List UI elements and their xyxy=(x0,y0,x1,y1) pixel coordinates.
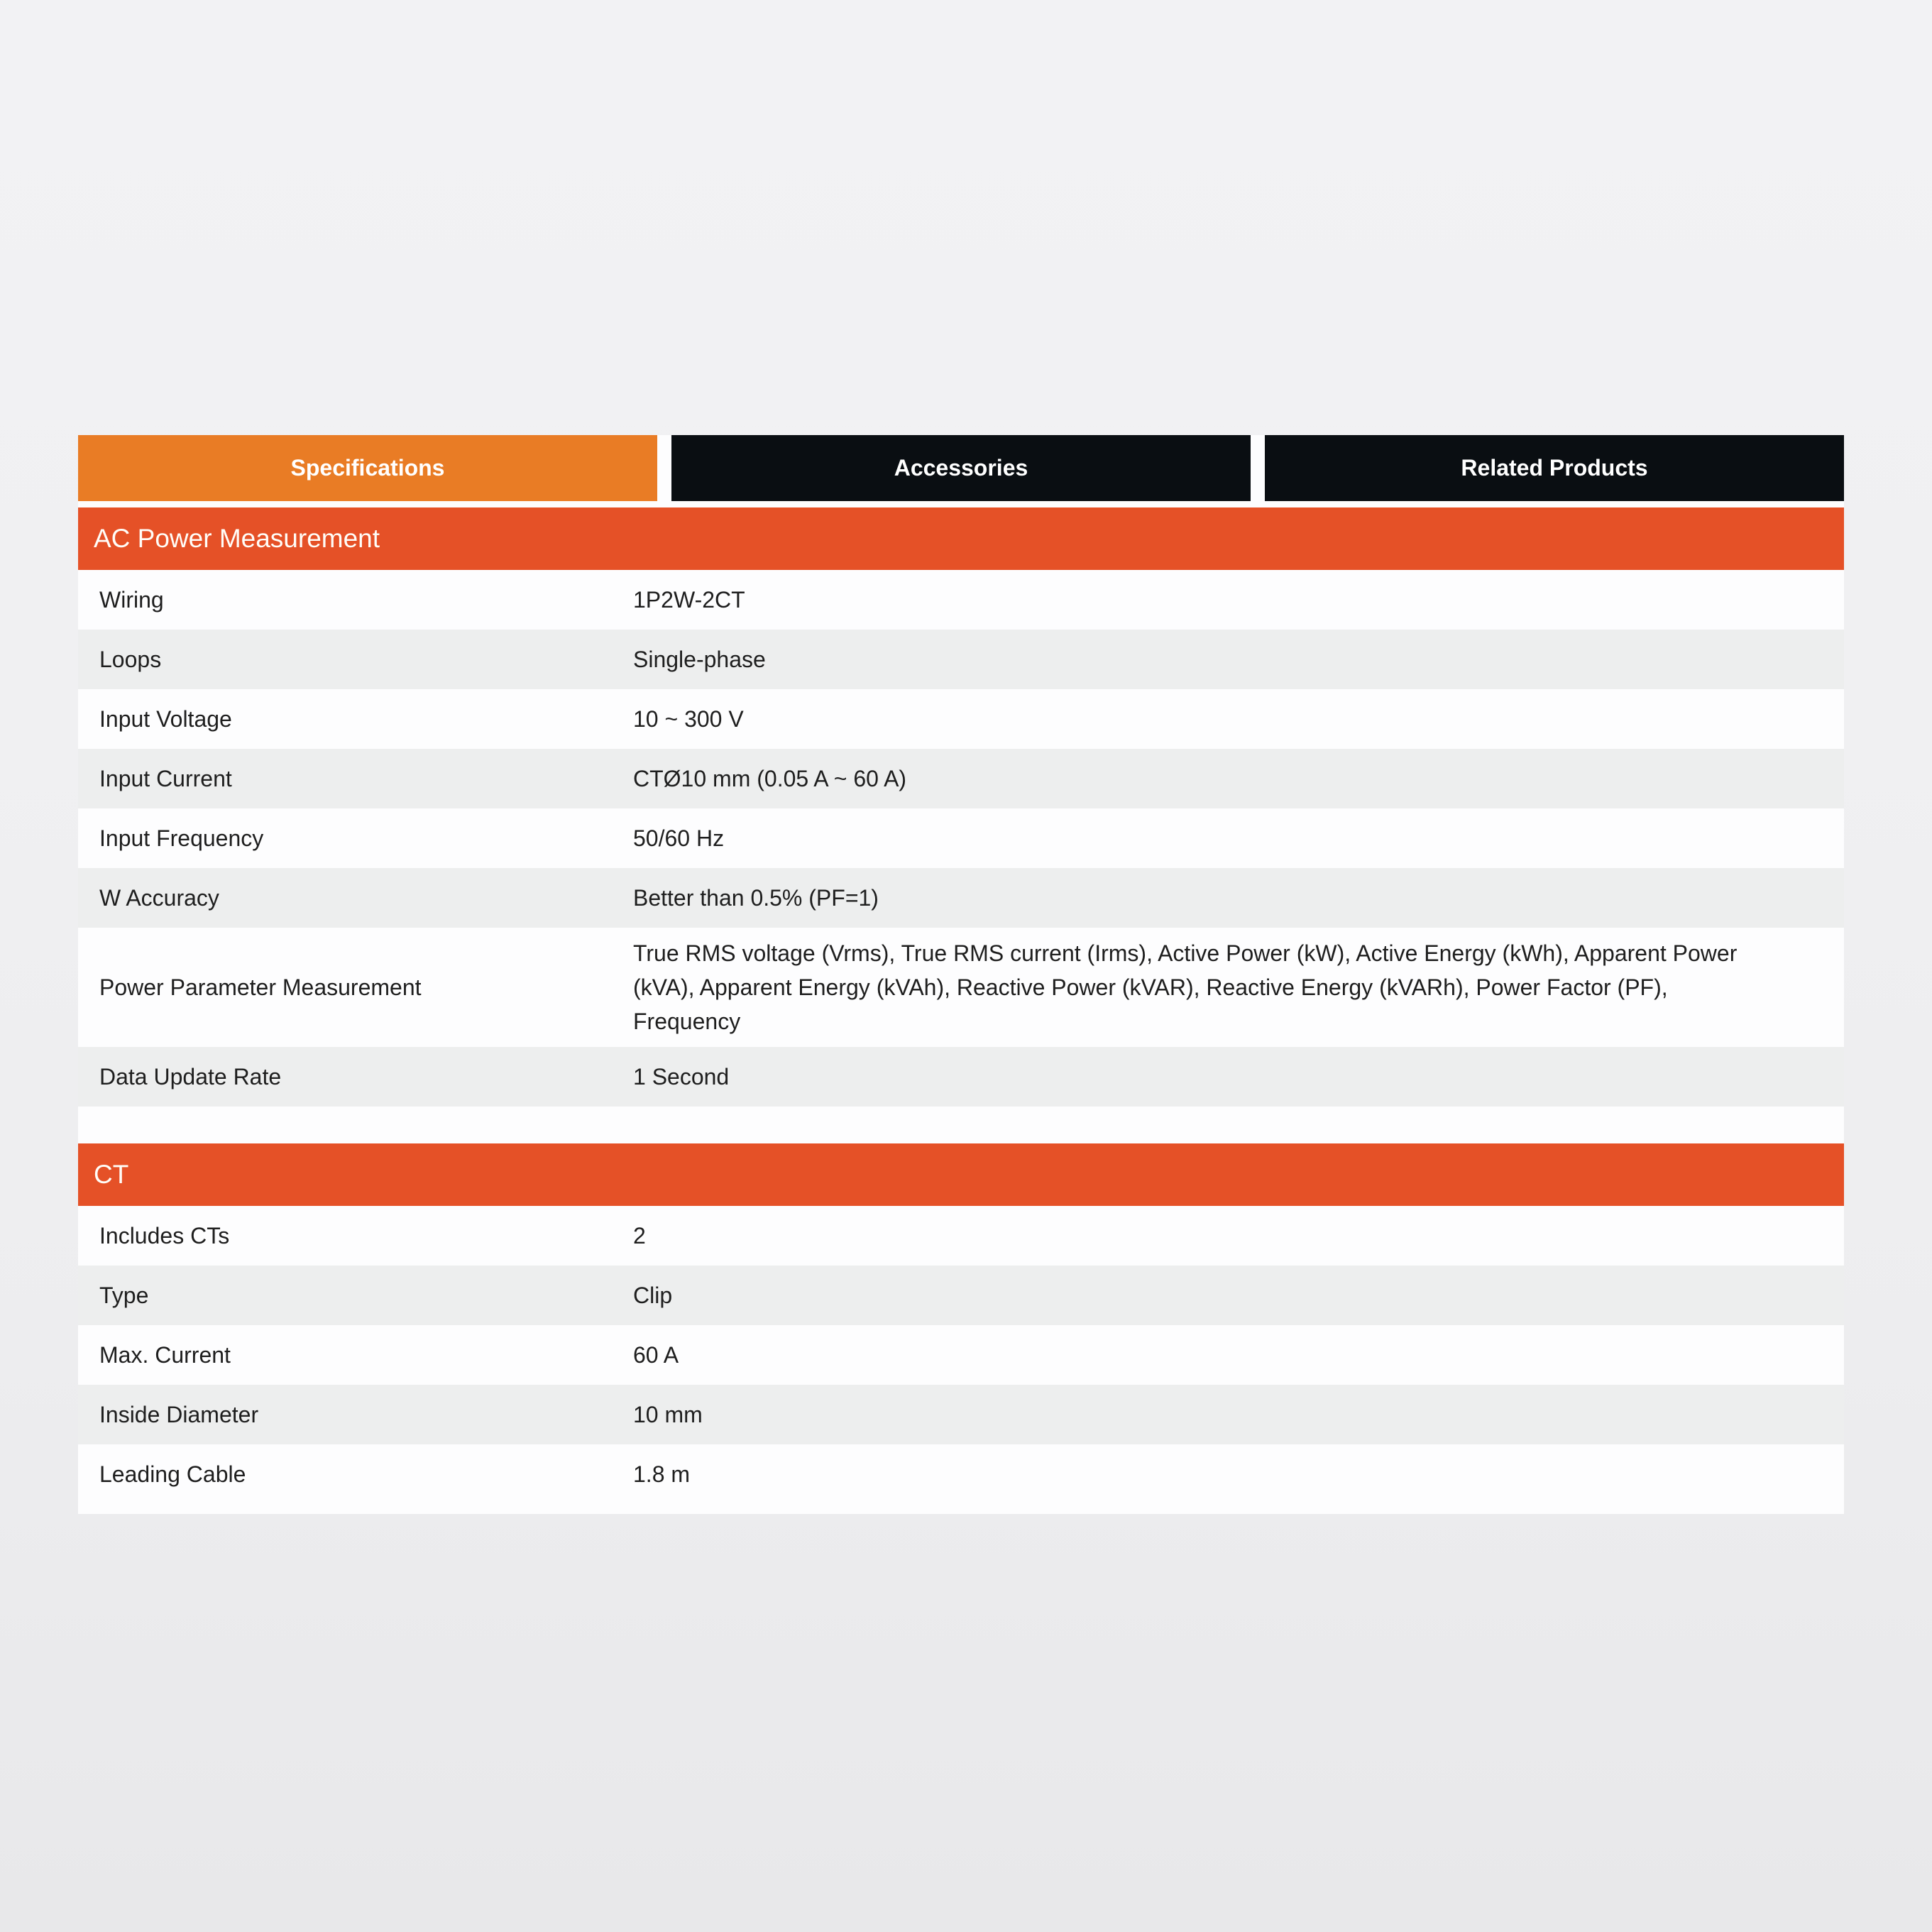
spec-label: Wiring xyxy=(99,586,164,613)
spec-label: Loops xyxy=(99,646,162,672)
spec-value: 10 mm xyxy=(633,1402,703,1427)
table-row xyxy=(78,1266,1844,1325)
spec-value: 1.8 m xyxy=(633,1461,691,1487)
table-row xyxy=(78,928,1844,1047)
spec-value: 10 ~ 300 V xyxy=(633,706,744,732)
section-title: AC Power Measurement xyxy=(94,524,380,553)
spec-value: Single-phase xyxy=(633,647,766,672)
spec-value: 1 Second xyxy=(633,1064,730,1090)
tab-related-products[interactable] xyxy=(1265,435,1844,501)
spec-value: Better than 0.5% (PF=1) xyxy=(633,885,879,911)
spec-label: Input Frequency xyxy=(99,825,264,851)
tab-specifications[interactable] xyxy=(78,435,657,501)
spec-value: 1P2W-2CT xyxy=(633,587,745,613)
spec-label: W Accuracy xyxy=(99,884,219,911)
table-row xyxy=(78,1444,1844,1504)
table-row xyxy=(78,570,1844,630)
table-row xyxy=(78,1385,1844,1444)
spec-label: Includes CTs xyxy=(99,1222,230,1248)
spec-label: Input Current xyxy=(99,765,232,791)
spec-section-ct xyxy=(78,1143,1844,1504)
tab-bar xyxy=(78,435,1844,501)
spec-label: Data Update Rate xyxy=(99,1063,282,1090)
content-panel xyxy=(78,435,1844,1514)
spec-table-ct xyxy=(78,1206,1844,1504)
spec-table-ac-power xyxy=(78,570,1844,1107)
spec-value: 60 A xyxy=(633,1342,679,1368)
section-header-ct xyxy=(78,1143,1844,1206)
spec-section-ac-power xyxy=(78,507,1844,1107)
spec-label: Max. Current xyxy=(99,1341,231,1368)
tab-specifications-label: Specifications xyxy=(290,455,445,481)
spec-label: Inside Diameter xyxy=(99,1401,259,1427)
section-header-ac-power xyxy=(78,507,1844,570)
spec-value: 50/60 Hz xyxy=(633,825,725,851)
spec-value: CTØ10 mm (0.05 A ~ 60 A) xyxy=(633,766,907,791)
table-row xyxy=(78,868,1844,928)
table-row xyxy=(78,1047,1844,1107)
spec-label: Input Voltage xyxy=(99,706,232,732)
tab-related-products-label: Related Products xyxy=(1461,455,1648,481)
spec-label: Type xyxy=(99,1282,149,1308)
table-row xyxy=(78,1206,1844,1266)
table-row xyxy=(78,749,1844,808)
spec-label: Power Parameter Measurement xyxy=(99,974,422,1000)
tab-accessories-label: Accessories xyxy=(894,455,1028,481)
spec-value: Clip xyxy=(633,1283,673,1308)
table-row xyxy=(78,689,1844,749)
table-row xyxy=(78,808,1844,868)
table-row xyxy=(78,1325,1844,1385)
spec-value: True RMS voltage (Vrms), True RMS current (Irms), Active Power (kW), Active Energy (kWh), Apparent Power (kVA), Apparent Energy (kVAh), Reactive Power (kVAR), Reactive Energy (kVARh), Power Factor (PF), Frequency xyxy=(633,940,1738,1034)
table-row xyxy=(78,630,1844,689)
section-title: CT xyxy=(94,1160,129,1189)
tab-accessories[interactable] xyxy=(671,435,1251,501)
spec-label: Leading Cable xyxy=(99,1461,246,1487)
spec-value: 2 xyxy=(633,1223,646,1248)
